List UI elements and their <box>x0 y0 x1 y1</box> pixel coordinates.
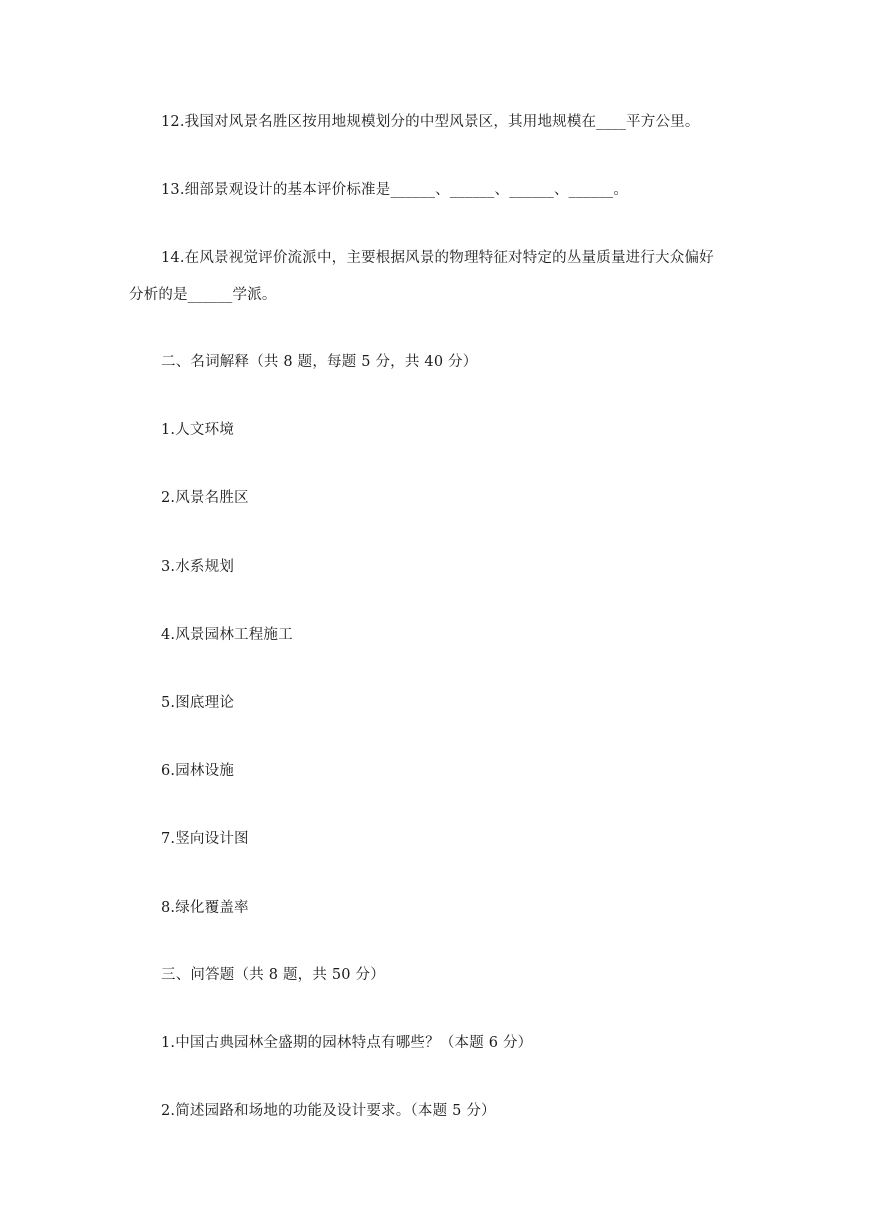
section-heading-term-definitions: 二、名词解释（共 8 题，每题 5 分，共 40 分） <box>161 354 478 370</box>
fill-blank-question-14: 14.在风景视觉评价流派中，主要根据风景的物理特征对特定的丛量质量进行大众偏好 <box>161 250 714 266</box>
term-item-2: 2.风景名胜区 <box>161 490 249 506</box>
term-item-4: 4.风景园林工程施工 <box>161 627 293 643</box>
term-item-3: 3.水系规划 <box>161 559 235 575</box>
fill-blank-question-13: 13.细部景观设计的基本评价标准是______、______、______、______。 <box>161 182 629 198</box>
section-heading-short-answer: 三、问答题（共 8 题，共 50 分） <box>161 967 385 983</box>
short-answer-question-1: 1.中国古典园林全盛期的园林特点有哪些？（本题 6 分） <box>161 1035 533 1051</box>
fill-blank-question-12: 12.我国对风景名胜区按用地规模划分的中型风景区，其用地规模在____平方公里。 <box>161 114 700 130</box>
term-item-7: 7.竖向设计图 <box>161 831 249 847</box>
term-item-8: 8.绿化覆盖率 <box>161 900 249 916</box>
term-item-5: 5.图底理论 <box>161 695 235 711</box>
term-item-1: 1.人文环境 <box>161 422 235 438</box>
fill-blank-question-14-continued: 分析的是______学派。 <box>129 287 277 303</box>
short-answer-question-2: 2.简述园路和场地的功能及设计要求。（本题 5 分） <box>161 1103 496 1119</box>
term-item-6: 6.园林设施 <box>161 763 235 779</box>
